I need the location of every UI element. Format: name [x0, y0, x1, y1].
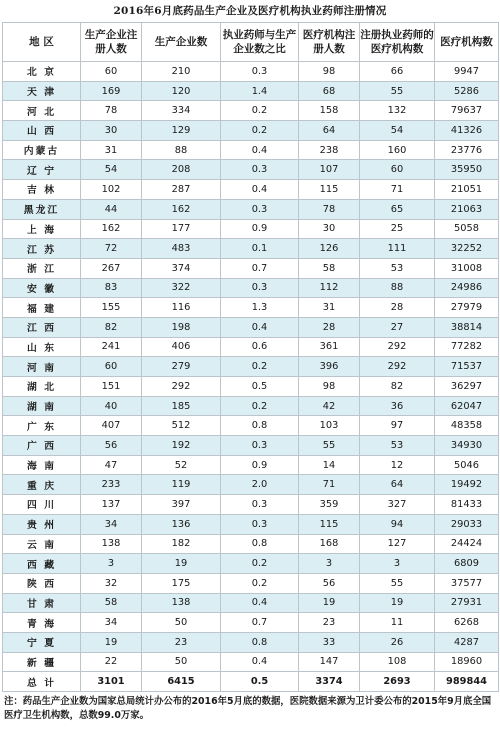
institutions-with-pharmacists-cell: 28 [360, 298, 435, 318]
institution-registrants-cell: 33 [299, 632, 360, 652]
region-cell: 辽 宁 [3, 160, 81, 180]
institution-registrants-cell: 238 [299, 140, 360, 160]
region-cell: 江 西 [3, 317, 81, 337]
ratio-cell: 1.4 [221, 81, 299, 101]
institutions-with-pharmacists-cell: 132 [360, 101, 435, 121]
region-cell: 山 东 [3, 337, 81, 357]
header-institutions-with-pharmacists: 注册执业药师的医疗机构数 [360, 23, 435, 62]
manufacturer-count-cell: 185 [142, 396, 221, 416]
institution-registrants-cell: 361 [299, 337, 360, 357]
manufacturer-registrants-cell: 83 [81, 278, 142, 298]
institution-registrants-cell: 396 [299, 357, 360, 377]
ratio-cell: 0.2 [221, 357, 299, 377]
table-row [3, 554, 499, 574]
region-cell: 河 北 [3, 101, 81, 121]
region-cell: 吉 林 [3, 180, 81, 200]
region-cell: 西 藏 [3, 554, 81, 574]
institutions-with-pharmacists-cell: 12 [360, 455, 435, 475]
ratio-cell: 0.9 [221, 455, 299, 475]
region-cell: 总 计 [3, 672, 81, 692]
institutions-with-pharmacists-cell: 160 [360, 140, 435, 160]
region-cell: 青 海 [3, 613, 81, 633]
institution-registrants-cell: 98 [299, 62, 360, 82]
region-cell: 浙 江 [3, 258, 81, 278]
header-row [3, 23, 499, 62]
manufacturer-count-cell: 374 [142, 258, 221, 278]
institution-registrants-cell: 19 [299, 593, 360, 613]
region-cell: 宁 夏 [3, 632, 81, 652]
manufacturer-registrants-cell: 30 [81, 121, 142, 141]
institutions-with-pharmacists-cell: 60 [360, 160, 435, 180]
manufacturer-count-cell: 23 [142, 632, 221, 652]
header-manufacturer-registrants: 生产企业注册人数 [81, 23, 142, 62]
table-row [3, 180, 499, 200]
manufacturer-registrants-cell: 3 [81, 554, 142, 574]
ratio-cell: 0.5 [221, 672, 299, 692]
ratio-cell: 0.6 [221, 337, 299, 357]
institutions-with-pharmacists-cell: 292 [360, 357, 435, 377]
manufacturer-count-cell: 88 [142, 140, 221, 160]
ratio-cell: 0.3 [221, 495, 299, 515]
table-row [3, 199, 499, 219]
region-cell: 天 津 [3, 81, 81, 101]
institution-registrants-cell: 158 [299, 101, 360, 121]
region-cell: 广 东 [3, 416, 81, 436]
table-row [3, 652, 499, 672]
header-manufacturer-count: 生产企业数 [142, 23, 221, 62]
table-row [3, 317, 499, 337]
ratio-cell: 0.2 [221, 554, 299, 574]
manufacturer-registrants-cell: 31 [81, 140, 142, 160]
registration-table [2, 22, 499, 692]
manufacturer-count-cell: 292 [142, 377, 221, 397]
institution-count-cell: 38814 [435, 317, 499, 337]
table-row [3, 436, 499, 456]
institution-count-cell: 6809 [435, 554, 499, 574]
ratio-cell: 0.2 [221, 101, 299, 121]
ratio-cell: 0.3 [221, 62, 299, 82]
manufacturer-registrants-cell: 22 [81, 652, 142, 672]
manufacturer-registrants-cell: 407 [81, 416, 142, 436]
region-cell: 四 川 [3, 495, 81, 515]
ratio-cell: 0.3 [221, 436, 299, 456]
manufacturer-registrants-cell: 102 [81, 180, 142, 200]
institution-registrants-cell: 55 [299, 436, 360, 456]
table-row [3, 632, 499, 652]
manufacturer-count-cell: 279 [142, 357, 221, 377]
header-pharmacist-ratio: 执业药师与生产企业数之比 [221, 23, 299, 62]
manufacturer-count-cell: 138 [142, 593, 221, 613]
table-row [3, 258, 499, 278]
institution-count-cell: 18960 [435, 652, 499, 672]
ratio-cell: 0.7 [221, 258, 299, 278]
table-body [3, 62, 499, 692]
institution-registrants-cell: 126 [299, 239, 360, 259]
manufacturer-count-cell: 162 [142, 199, 221, 219]
institution-registrants-cell: 98 [299, 377, 360, 397]
table-row [3, 219, 499, 239]
manufacturer-count-cell: 210 [142, 62, 221, 82]
institutions-with-pharmacists-cell: 36 [360, 396, 435, 416]
institutions-with-pharmacists-cell: 53 [360, 436, 435, 456]
manufacturer-count-cell: 6415 [142, 672, 221, 692]
ratio-cell: 0.3 [221, 514, 299, 534]
institutions-with-pharmacists-cell: 292 [360, 337, 435, 357]
region-cell: 广 西 [3, 436, 81, 456]
footnote: 注：药品生产企业数为国家总局统计办公布的2016年5月底的数据，医院数据来源为卫计委公布的2015年9月底全国医疗卫生机构数，总数99.0万家。 [4, 696, 492, 721]
ratio-cell: 0.4 [221, 652, 299, 672]
manufacturer-count-cell: 136 [142, 514, 221, 534]
institution-registrants-cell: 107 [299, 160, 360, 180]
institution-count-cell: 77282 [435, 337, 499, 357]
manufacturer-registrants-cell: 56 [81, 436, 142, 456]
table-row [3, 593, 499, 613]
institution-registrants-cell: 30 [299, 219, 360, 239]
institution-count-cell: 5286 [435, 81, 499, 101]
table-row [3, 160, 499, 180]
institutions-with-pharmacists-cell: 88 [360, 278, 435, 298]
total-row [3, 672, 499, 692]
ratio-cell: 0.8 [221, 632, 299, 652]
manufacturer-count-cell: 50 [142, 652, 221, 672]
institution-count-cell: 4287 [435, 632, 499, 652]
institutions-with-pharmacists-cell: 82 [360, 377, 435, 397]
institution-count-cell: 23776 [435, 140, 499, 160]
table-row [3, 121, 499, 141]
institution-count-cell: 81433 [435, 495, 499, 515]
institution-count-cell: 27979 [435, 298, 499, 318]
region-cell: 甘 肃 [3, 593, 81, 613]
institutions-with-pharmacists-cell: 55 [360, 81, 435, 101]
institution-count-cell: 24424 [435, 534, 499, 554]
region-cell: 湖 北 [3, 377, 81, 397]
ratio-cell: 0.2 [221, 396, 299, 416]
ratio-cell: 0.3 [221, 278, 299, 298]
ratio-cell: 0.8 [221, 534, 299, 554]
manufacturer-count-cell: 287 [142, 180, 221, 200]
region-cell: 重 庆 [3, 475, 81, 495]
region-cell: 安 徽 [3, 278, 81, 298]
manufacturer-registrants-cell: 162 [81, 219, 142, 239]
institutions-with-pharmacists-cell: 108 [360, 652, 435, 672]
region-cell: 江 苏 [3, 239, 81, 259]
table-row [3, 475, 499, 495]
institutions-with-pharmacists-cell: 26 [360, 632, 435, 652]
manufacturer-registrants-cell: 137 [81, 495, 142, 515]
ratio-cell: 0.2 [221, 573, 299, 593]
institution-count-cell: 79637 [435, 101, 499, 121]
region-cell: 上 海 [3, 219, 81, 239]
region-cell: 福 建 [3, 298, 81, 318]
institution-count-cell: 37577 [435, 573, 499, 593]
manufacturer-registrants-cell: 40 [81, 396, 142, 416]
manufacturer-count-cell: 397 [142, 495, 221, 515]
ratio-cell: 0.2 [221, 121, 299, 141]
institutions-with-pharmacists-cell: 55 [360, 573, 435, 593]
region-cell: 北 京 [3, 62, 81, 82]
manufacturer-registrants-cell: 151 [81, 377, 142, 397]
region-cell: 山 西 [3, 121, 81, 141]
institutions-with-pharmacists-cell: 27 [360, 317, 435, 337]
institution-registrants-cell: 147 [299, 652, 360, 672]
table-row [3, 416, 499, 436]
ratio-cell: 0.4 [221, 593, 299, 613]
manufacturer-registrants-cell: 267 [81, 258, 142, 278]
institution-count-cell: 24986 [435, 278, 499, 298]
manufacturer-registrants-cell: 241 [81, 337, 142, 357]
institutions-with-pharmacists-cell: 54 [360, 121, 435, 141]
institution-count-cell: 34930 [435, 436, 499, 456]
region-cell: 黑龙江 [3, 199, 81, 219]
institution-registrants-cell: 115 [299, 514, 360, 534]
table-row [3, 278, 499, 298]
institution-registrants-cell: 64 [299, 121, 360, 141]
region-cell: 陕 西 [3, 573, 81, 593]
table-row [3, 495, 499, 515]
ratio-cell: 0.3 [221, 160, 299, 180]
manufacturer-count-cell: 322 [142, 278, 221, 298]
institution-registrants-cell: 14 [299, 455, 360, 475]
manufacturer-registrants-cell: 60 [81, 357, 142, 377]
manufacturer-registrants-cell: 34 [81, 613, 142, 633]
table-row [3, 81, 499, 101]
table-row [3, 514, 499, 534]
table-row [3, 239, 499, 259]
institution-registrants-cell: 3 [299, 554, 360, 574]
ratio-cell: 0.4 [221, 140, 299, 160]
institutions-with-pharmacists-cell: 97 [360, 416, 435, 436]
manufacturer-registrants-cell: 155 [81, 298, 142, 318]
institutions-with-pharmacists-cell: 94 [360, 514, 435, 534]
table-row [3, 298, 499, 318]
table-row [3, 396, 499, 416]
institution-count-cell: 41326 [435, 121, 499, 141]
institutions-with-pharmacists-cell: 11 [360, 613, 435, 633]
institution-registrants-cell: 42 [299, 396, 360, 416]
institution-count-cell: 31008 [435, 258, 499, 278]
manufacturer-count-cell: 208 [142, 160, 221, 180]
ratio-cell: 0.5 [221, 377, 299, 397]
ratio-cell: 0.9 [221, 219, 299, 239]
ratio-cell: 1.3 [221, 298, 299, 318]
ratio-cell: 0.4 [221, 317, 299, 337]
manufacturer-registrants-cell: 72 [81, 239, 142, 259]
institutions-with-pharmacists-cell: 71 [360, 180, 435, 200]
manufacturer-count-cell: 192 [142, 436, 221, 456]
manufacturer-registrants-cell: 32 [81, 573, 142, 593]
institutions-with-pharmacists-cell: 327 [360, 495, 435, 515]
institution-count-cell: 21051 [435, 180, 499, 200]
institution-registrants-cell: 71 [299, 475, 360, 495]
institution-count-cell: 32252 [435, 239, 499, 259]
institution-count-cell: 21063 [435, 199, 499, 219]
institution-registrants-cell: 3374 [299, 672, 360, 692]
header-region: 地 区 [3, 23, 81, 62]
region-cell: 贵 州 [3, 514, 81, 534]
region-cell: 内蒙古 [3, 140, 81, 160]
manufacturer-registrants-cell: 169 [81, 81, 142, 101]
institution-count-cell: 5058 [435, 219, 499, 239]
institutions-with-pharmacists-cell: 3 [360, 554, 435, 574]
institution-count-cell: 5046 [435, 455, 499, 475]
region-cell: 河 南 [3, 357, 81, 377]
manufacturer-count-cell: 483 [142, 239, 221, 259]
institution-registrants-cell: 359 [299, 495, 360, 515]
header-institution-registrants: 医疗机构注册人数 [299, 23, 360, 62]
institution-count-cell: 9947 [435, 62, 499, 82]
institutions-with-pharmacists-cell: 64 [360, 475, 435, 495]
institutions-with-pharmacists-cell: 2693 [360, 672, 435, 692]
table-row [3, 357, 499, 377]
region-cell: 海 南 [3, 455, 81, 475]
manufacturer-registrants-cell: 19 [81, 632, 142, 652]
institution-count-cell: 6268 [435, 613, 499, 633]
institution-registrants-cell: 28 [299, 317, 360, 337]
institution-registrants-cell: 23 [299, 613, 360, 633]
institutions-with-pharmacists-cell: 111 [360, 239, 435, 259]
manufacturer-count-cell: 175 [142, 573, 221, 593]
table-title: 2016年6月底药品生产企业及医疗机构执业药师注册情况 [113, 5, 387, 17]
table-row [3, 455, 499, 475]
institution-count-cell: 27931 [435, 593, 499, 613]
manufacturer-registrants-cell: 3101 [81, 672, 142, 692]
ratio-cell: 0.4 [221, 180, 299, 200]
manufacturer-count-cell: 182 [142, 534, 221, 554]
institution-count-cell: 48358 [435, 416, 499, 436]
institution-registrants-cell: 31 [299, 298, 360, 318]
manufacturer-count-cell: 116 [142, 298, 221, 318]
manufacturer-count-cell: 198 [142, 317, 221, 337]
manufacturer-registrants-cell: 58 [81, 593, 142, 613]
institution-count-cell: 71537 [435, 357, 499, 377]
institution-registrants-cell: 103 [299, 416, 360, 436]
manufacturer-registrants-cell: 78 [81, 101, 142, 121]
region-cell: 云 南 [3, 534, 81, 554]
institution-count-cell: 29033 [435, 514, 499, 534]
manufacturer-registrants-cell: 54 [81, 160, 142, 180]
institution-registrants-cell: 168 [299, 534, 360, 554]
institution-count-cell: 989844 [435, 672, 499, 692]
ratio-cell: 2.0 [221, 475, 299, 495]
manufacturer-count-cell: 406 [142, 337, 221, 357]
institutions-with-pharmacists-cell: 19 [360, 593, 435, 613]
manufacturer-count-cell: 52 [142, 455, 221, 475]
manufacturer-registrants-cell: 233 [81, 475, 142, 495]
manufacturer-count-cell: 512 [142, 416, 221, 436]
table-row [3, 613, 499, 633]
ratio-cell: 0.3 [221, 199, 299, 219]
table-row [3, 62, 499, 82]
manufacturer-count-cell: 334 [142, 101, 221, 121]
institution-count-cell: 62047 [435, 396, 499, 416]
table-row [3, 140, 499, 160]
ratio-cell: 0.1 [221, 239, 299, 259]
institution-registrants-cell: 56 [299, 573, 360, 593]
manufacturer-count-cell: 177 [142, 219, 221, 239]
table-row [3, 101, 499, 121]
manufacturer-registrants-cell: 60 [81, 62, 142, 82]
ratio-cell: 0.8 [221, 416, 299, 436]
institutions-with-pharmacists-cell: 127 [360, 534, 435, 554]
manufacturer-count-cell: 119 [142, 475, 221, 495]
table-row [3, 534, 499, 554]
manufacturer-registrants-cell: 47 [81, 455, 142, 475]
manufacturer-registrants-cell: 82 [81, 317, 142, 337]
manufacturer-count-cell: 50 [142, 613, 221, 633]
institution-registrants-cell: 78 [299, 199, 360, 219]
institution-registrants-cell: 115 [299, 180, 360, 200]
ratio-cell: 0.7 [221, 613, 299, 633]
table-row [3, 337, 499, 357]
institution-count-cell: 19492 [435, 475, 499, 495]
manufacturer-count-cell: 19 [142, 554, 221, 574]
manufacturer-registrants-cell: 34 [81, 514, 142, 534]
region-cell: 湖 南 [3, 396, 81, 416]
manufacturer-count-cell: 129 [142, 121, 221, 141]
institution-registrants-cell: 58 [299, 258, 360, 278]
manufacturer-count-cell: 120 [142, 81, 221, 101]
manufacturer-registrants-cell: 44 [81, 199, 142, 219]
institutions-with-pharmacists-cell: 25 [360, 219, 435, 239]
table-row [3, 377, 499, 397]
institution-registrants-cell: 112 [299, 278, 360, 298]
header-institution-count: 医疗机构数 [435, 23, 499, 62]
manufacturer-registrants-cell: 138 [81, 534, 142, 554]
institutions-with-pharmacists-cell: 66 [360, 62, 435, 82]
institutions-with-pharmacists-cell: 53 [360, 258, 435, 278]
institution-count-cell: 36297 [435, 377, 499, 397]
table-row [3, 573, 499, 593]
institution-registrants-cell: 68 [299, 81, 360, 101]
institutions-with-pharmacists-cell: 65 [360, 199, 435, 219]
region-cell: 新 疆 [3, 652, 81, 672]
institution-count-cell: 35950 [435, 160, 499, 180]
